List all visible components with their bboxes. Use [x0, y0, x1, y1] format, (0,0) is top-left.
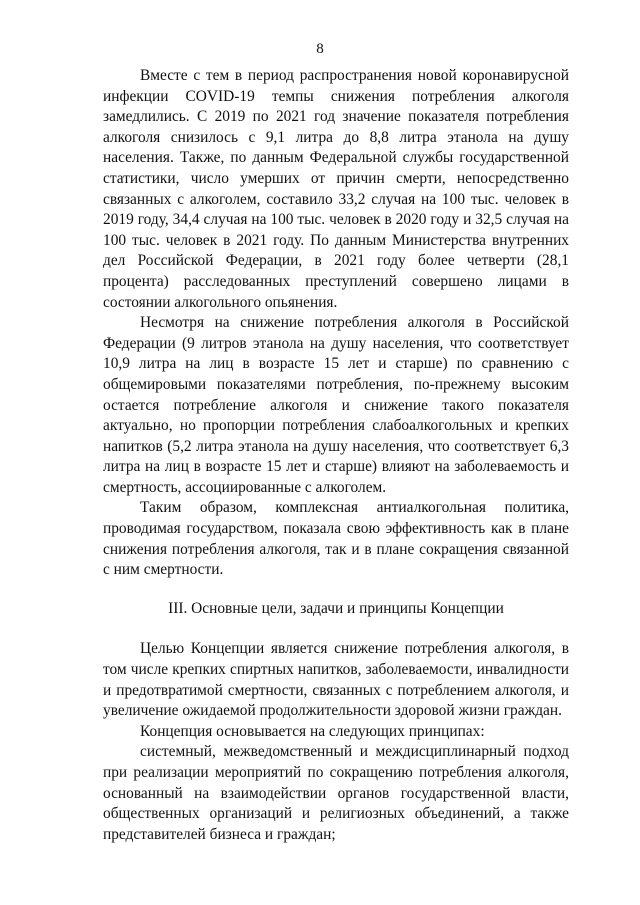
- page-number: 8: [316, 41, 324, 57]
- paragraph-policy-effectiveness: Таким образом, комплексная антиалкогольная политика, проводимая государством, показала свою эффективность как в плане снижения потребления алкоголя, так и в плане сокращения связанной с ним смертности.: [103, 499, 569, 579]
- document-body: [103, 66, 569, 845]
- paragraph-principle-systemic-approach: системный, межведомственный и междисциплинарный подход при реализации мероприятий по сокращению потребления алкоголя, основанный на взаимодействии органов государственной власти, общественных организаций и религиозных объединений, а также представителей бизнеса и граждан;: [103, 743, 569, 843]
- paragraph-concept-goal: Целью Концепции является снижение потребления алкоголя, в том числе крепких спиртных напитков, заболеваемости, инвалидности и предотвратимой смертности, связанных с потреблением алкоголя, и увеличение ожидаемой продолжительности здоровой жизни граждан.: [103, 640, 569, 720]
- paragraph-principles-intro: Концепция основывается на следующих принципах:: [140, 722, 485, 740]
- paragraph-covid-alcohol-trends: Вместе с тем в период распространения новой коронавирусной инфекции COVID-19 темпы снижения потребления алкоголя замедлились. С 2019 по 2021 год значение показателя потребления алкоголя снизилось с 9,1 литра до 8,8 литра этанола на душу населения. Также, по данным Федеральной службы государственной статистики, число умерших от причин смерти, непосредственно связанных с алкоголем, составило 33,2 случая на 100 тыс. человек в 2019 году, 34,4 случая на 100 тыс. человек в 2020 году и 32,5 случая на 100 тыс. человек в 2021 году. По данным Министерства внутренних дел Российской Федерации, в 2021 году более четверти (28,1 процента) расследованных преступлений совершено лицами в состоянии алкогольного опьянения.: [103, 67, 569, 311]
- section-heading: III. Основные цели, задачи и принципы Концепции: [168, 599, 504, 617]
- paragraph-consumption-comparison: Несмотря на снижение потребления алкоголя в Российской Федерации (9 литров этанола на душу населения, что соответствует 10,9 литра на лиц в возрасте 15 лет и старше) по сравнению с общемировыми показателями потребления, по-прежнему высоким остается потребление алкоголя и снижение такого показателя актуально, но пропорции потребления слабоалкогольных и крепких напитков (5,2 литра этанола на душу населения, что соответствует 6,3 литра на лиц в возрасте 15 лет и старше) влияют на заболеваемость и смертность, ассоциированные с алкоголем.: [103, 314, 569, 496]
